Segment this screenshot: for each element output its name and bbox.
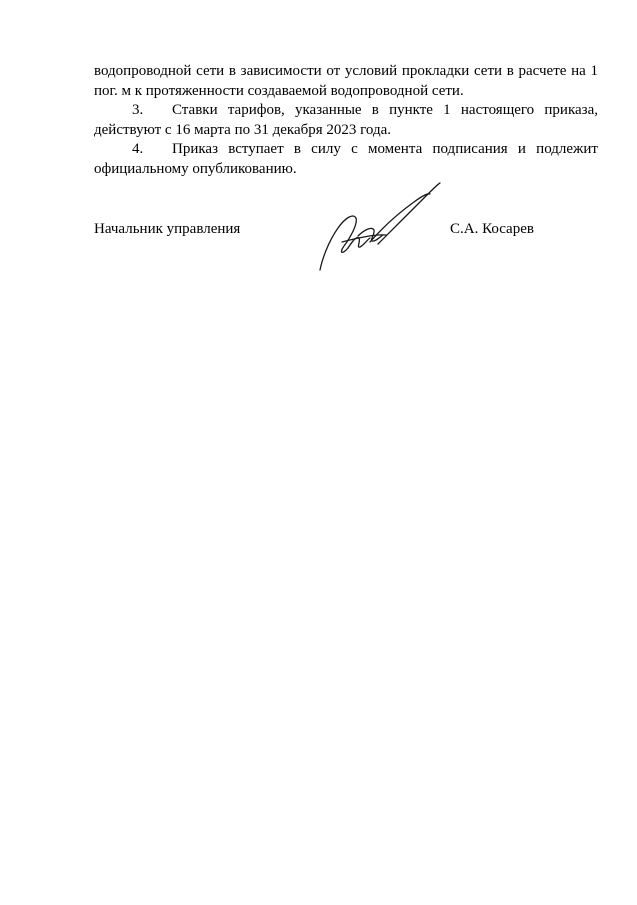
list-item (94, 101, 598, 140)
item-number: 3. (132, 102, 144, 118)
list-item (94, 140, 598, 179)
signer-position: Начальник управления (94, 221, 241, 237)
item-text: Ставки тарифов, указанные в пункте 1 настоящего приказа, действуют с 16 марта по 31 декабря 2023 года. (94, 102, 598, 138)
handwritten-signature (312, 180, 447, 275)
continuation-paragraph: водопроводной сети в зависимости от условий прокладки сети в расчете на 1 пог. м к протяженности создаваемой водопроводной сети. (94, 63, 598, 99)
item-number: 4. (132, 141, 144, 157)
item-text: Приказ вступает в силу с момента подписания и подлежит официальному опубликованию. (94, 141, 598, 177)
document-body (94, 62, 598, 179)
signer-name: С.А. Косарев (450, 221, 534, 237)
